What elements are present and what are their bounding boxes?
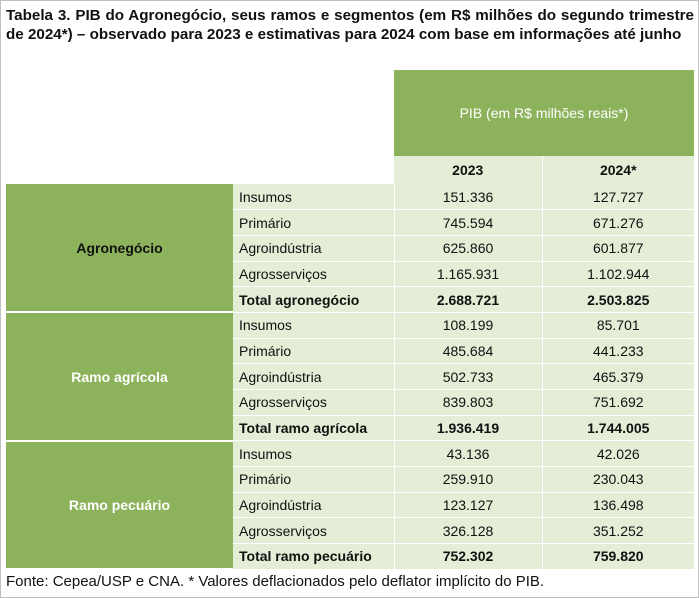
segment-cell: Primário	[233, 338, 394, 364]
value-2024-cell: 751.692	[542, 390, 694, 416]
value-2024-cell: 230.043	[542, 467, 694, 493]
header-blank	[6, 70, 394, 156]
value-2023-cell: 326.128	[394, 518, 542, 544]
value-2023-cell: 123.127	[394, 492, 542, 518]
segment-cell: Insumos	[233, 184, 394, 210]
table-row	[6, 441, 694, 467]
value-2023-cell: 1.936.419	[394, 415, 542, 441]
segment-cell: Insumos	[233, 441, 394, 467]
value-2023-cell: 502.733	[394, 364, 542, 390]
value-2023-cell: 1.165.931	[394, 261, 542, 287]
segment-cell: Agrosserviços	[233, 518, 394, 544]
group-label: Ramo agrícola	[6, 312, 233, 440]
value-2024-cell: 441.233	[542, 338, 694, 364]
source-footnote: Fonte: Cepea/USP e CNA. * Valores deflacionados pelo deflator implícito do PIB.	[6, 573, 545, 590]
segment-cell: Total agronegócio	[233, 287, 394, 313]
pib-table	[6, 70, 694, 570]
value-2024-cell: 351.252	[542, 518, 694, 544]
value-2023-cell: 752.302	[394, 544, 542, 570]
value-2024-cell: 671.276	[542, 210, 694, 236]
value-2023-cell: 43.136	[394, 441, 542, 467]
value-2024-cell: 42.026	[542, 441, 694, 467]
value-2024-cell: 1.744.005	[542, 415, 694, 441]
value-2024-cell: 1.102.944	[542, 261, 694, 287]
segment-cell: Agrosserviços	[233, 261, 394, 287]
group-label: Agronegócio	[6, 184, 233, 312]
year-header-blank	[6, 156, 394, 184]
pib-header: PIB (em R$ milhões reais*)	[394, 70, 694, 156]
segment-cell: Agroindústria	[233, 235, 394, 261]
value-2024-cell: 601.877	[542, 235, 694, 261]
value-2024-cell: 127.727	[542, 184, 694, 210]
segment-cell: Total ramo agrícola	[233, 415, 394, 441]
table-row	[6, 312, 694, 338]
segment-cell: Agroindústria	[233, 364, 394, 390]
value-2023-cell: 108.199	[394, 312, 542, 338]
value-2024-cell: 2.503.825	[542, 287, 694, 313]
value-2023-cell: 625.860	[394, 235, 542, 261]
year-2023-header: 2023	[394, 156, 542, 184]
value-2024-cell: 85.701	[542, 312, 694, 338]
value-2024-cell: 759.820	[542, 544, 694, 570]
value-2024-cell: 465.379	[542, 364, 694, 390]
value-2023-cell: 745.594	[394, 210, 542, 236]
segment-cell: Agroindústria	[233, 492, 394, 518]
table-title: Tabela 3. PIB do Agronegócio, seus ramos e segmentos (em R$ milhões do segundo trimestre de 2024*) – observado para 2023 e estimativas para 2024 com base em informações até junho	[6, 7, 694, 43]
value-2024-cell: 136.498	[542, 492, 694, 518]
group-label: Ramo pecuário	[6, 441, 233, 569]
segment-cell: Insumos	[233, 312, 394, 338]
segment-cell: Primário	[233, 210, 394, 236]
value-2023-cell: 151.336	[394, 184, 542, 210]
segment-cell: Total ramo pecuário	[233, 544, 394, 570]
value-2023-cell: 839.803	[394, 390, 542, 416]
segment-cell: Agrosserviços	[233, 390, 394, 416]
year-2024-header: 2024*	[542, 156, 694, 184]
value-2023-cell: 2.688.721	[394, 287, 542, 313]
table-row	[6, 184, 694, 210]
value-2023-cell: 259.910	[394, 467, 542, 493]
value-2023-cell: 485.684	[394, 338, 542, 364]
segment-cell: Primário	[233, 467, 394, 493]
